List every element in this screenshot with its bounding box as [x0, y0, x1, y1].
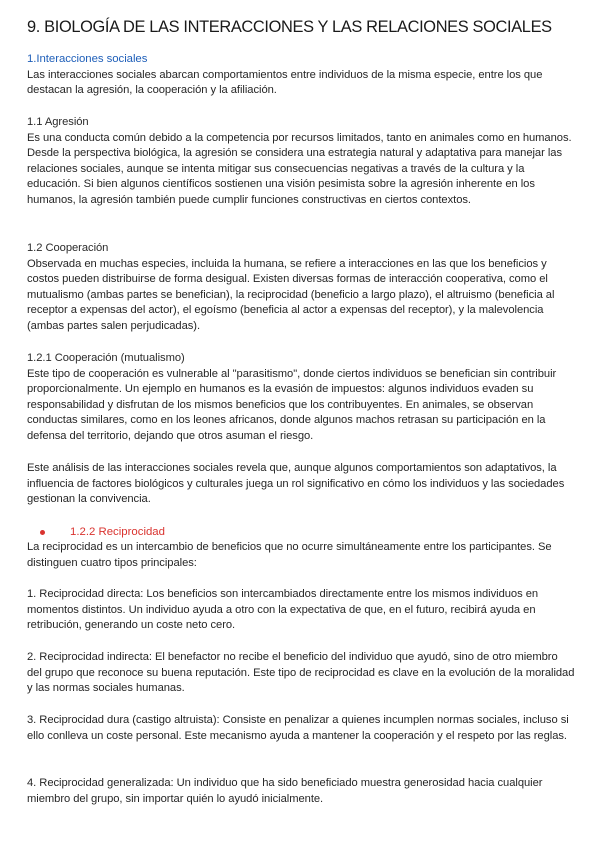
- section-heading: 1.2.2 Reciprocidad: [70, 526, 165, 538]
- list-item: 3. Reciprocidad dura (castigo altruista): Consiste en penalizar a quienes incumplen normas sociales, incluso si ello conlleva un coste personal. Este mecanismo ayuda a mantener la cooperación y el respeto por las reglas.: [27, 714, 569, 742]
- section-heading: 1.1 Agresión: [27, 116, 89, 128]
- bullet-heading-reciprocidad: [27, 524, 575, 540]
- section-interacciones-sociales: [27, 52, 575, 99]
- bullet-dot-icon: [40, 530, 45, 535]
- section-heading: 1.2 Cooperación: [27, 242, 109, 254]
- section-paragraph: Observada en muchas especies, incluida la humana, se refiere a interacciones en las que los beneficios y costos pueden distribuirse de forma desigual. Existen diversas formas de interacción cooperativa, como el mutualismo (ambas partes se benefician), la reciprocidad (beneficio a largo plazo), el altruismo (beneficia al receptor a expensas del actor), el egoísmo (beneficia al actor a expensas del receptor), y la malevolencia (ambas partes salen perjudicadas).: [27, 257, 555, 332]
- list-item: 2. Reciprocidad indirecta: El benefactor no recibe el beneficio del individuo que ayudó, sino de otro miembro del grupo que reconoce su buena reputación. Este tipo de reciprocidad es clave en la evolución de la moralidad y las normas sociales humanas.: [27, 651, 575, 695]
- section-paragraph: Las interacciones sociales abarcan comportamientos entre individuos de la misma especie, entre los que destacan la agresión, la cooperación y la afiliación.: [27, 68, 543, 97]
- list-item: 1. Reciprocidad directa: Los beneficios son intercambiados directamente entre los mismos individuos en momentos distintos. Un individuo ayuda a otro con la expectativa de que, en el futuro, recibirá ayuda en retribución, generando un coste neto cero.: [27, 588, 539, 632]
- reciprocidad-item-1: [27, 587, 575, 634]
- page-title: 9. BIOLOGÍA DE LAS INTERACCIONES Y LAS RELACIONES SOCIALES: [27, 18, 552, 36]
- list-item: 4. Reciprocidad generalizada: Un individuo que ha sido beneficiado muestra generosidad hacia cualquier miembro del grupo, sin importar quién lo ayudó inicialmente.: [27, 777, 543, 805]
- reciprocidad-intro: [27, 540, 575, 571]
- section-heading: 1.2.1 Cooperación (mutualismo): [27, 352, 185, 364]
- section-heading: 1.Interacciones sociales: [27, 53, 148, 65]
- reciprocidad-item-4: [27, 776, 575, 807]
- reciprocidad-item-3: [27, 713, 575, 744]
- section-paragraph: La reciprocidad es un intercambio de beneficios que no ocurre simultáneamente entre los participantes. Se distinguen cuatro tipos principales:: [27, 541, 552, 569]
- section-paragraph: Es una conducta común debido a la competencia por recursos limitados, tanto en animales como en humanos. Desde la perspectiva biológica, la agresión se considera una estrategia natural y adaptativa para manejar las relaciones sociales, aunque se intenta mitigar sus consecuencias negativas a través de la cultura y la educación. Si bien algunos científicos sostienen una visión pesimista sobre la agresión inherente en los humanos, la agresión también puede cumplir funciones constructivas en ciertos contextos.: [27, 131, 572, 206]
- reciprocidad-item-2: [27, 650, 575, 697]
- summary-paragraph: [27, 461, 575, 508]
- section-paragraph: Este tipo de cooperación es vulnerable al "parasitismo", donde ciertos individuos se benefician sin contribuir proporcionalmente. Un ejemplo en humanos es la evasión de impuestos: algunos individuos evaden su responsabilidad y disfrutan de los mismos beneficios que los contribuyentes. En animales, se observan conductas similares, como en los leones africanos, donde algunos machos retrasan su participación en la defensa del territorio, dejando que otros asuman el riesgo.: [27, 367, 557, 442]
- summary-text: Este análisis de las interacciones sociales revela que, aunque algunos comportamientos son adaptativos, la influencia de factores biológicos y culturales juega un rol significativo en cómo los individuos y las sociedades gestionan la convivencia.: [27, 462, 565, 506]
- section-agresion: [27, 115, 575, 209]
- section-mutualismo: [27, 351, 575, 445]
- section-cooperacion: [27, 241, 575, 335]
